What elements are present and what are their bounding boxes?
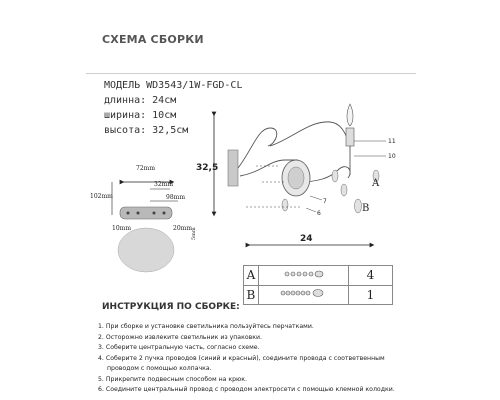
instruction-step: 1. При сборке и установке светильника пользуйтесь перчатками. bbox=[98, 323, 314, 330]
flame-bulb bbox=[347, 104, 353, 126]
instruction-step: 4. Соберите 2 пучка проводов (синий и красный), соедините провода с соответвенным bbox=[98, 354, 385, 362]
screw-hole bbox=[163, 212, 166, 215]
part-letter: A bbox=[244, 266, 259, 286]
dim-20-label: 20mm bbox=[173, 225, 193, 232]
callout-a: A bbox=[372, 178, 380, 189]
page-title: СХЕМА СБОРКИ bbox=[102, 33, 204, 46]
part-image-cell bbox=[258, 266, 348, 286]
instruction-step: 2. Осторожно извлеките светильник из упаковки. bbox=[98, 333, 262, 341]
length-label: длинна: 24см bbox=[104, 95, 177, 106]
parts-table bbox=[243, 265, 393, 305]
callout-6: 6 bbox=[317, 210, 321, 217]
wall-mount-bracket bbox=[228, 150, 238, 186]
leader-6 bbox=[306, 208, 316, 212]
instructions-list bbox=[98, 322, 498, 396]
upper-arm-curl bbox=[238, 128, 277, 168]
top-arm bbox=[270, 122, 350, 146]
callout-11: 11 bbox=[388, 138, 396, 145]
screw-hole bbox=[153, 212, 156, 215]
part-image-cell bbox=[258, 285, 348, 305]
instruction-step: 3. Соберите центральную часть, согласно схеме. bbox=[98, 344, 260, 351]
model-label: МОДЕЛЬ WD3543/1W-FGD-CL bbox=[104, 80, 243, 91]
callout-7: 7 bbox=[323, 198, 327, 205]
part-letter: B bbox=[244, 285, 259, 305]
callout-b: B bbox=[362, 203, 370, 214]
instruction-step: 6. Соедините центральный провод с проводом электросети с помощью клемной колодки. bbox=[98, 386, 395, 393]
mounting-plate-drawing bbox=[90, 165, 197, 272]
callout-10: 10 bbox=[388, 153, 396, 160]
dim-32-label: 32mm bbox=[154, 181, 174, 188]
dim-5-label: 5mm bbox=[191, 227, 197, 240]
crystal-chain-a-icon bbox=[273, 268, 333, 280]
height-dimension-label: 32,5 bbox=[196, 163, 219, 173]
instructions-title: ИНСТРУКЦИЯ ПО СБОРКЕ: bbox=[102, 302, 240, 312]
table-row bbox=[244, 266, 393, 286]
length-dimension-label: 24 bbox=[300, 234, 313, 244]
wall-plate-oval bbox=[118, 228, 174, 272]
instruction-step: 5. Прикрепите подвесным способом на крюк. bbox=[98, 375, 247, 383]
dim-102-label: 102mm bbox=[90, 193, 113, 200]
dim-98-label: 98mm bbox=[166, 194, 186, 201]
part-quantity: 1 bbox=[349, 285, 393, 305]
candle-cup bbox=[346, 128, 354, 146]
part-quantity: 4 bbox=[349, 266, 393, 286]
medallion-gem bbox=[288, 167, 304, 189]
dim-72-label: 72mm bbox=[136, 165, 156, 172]
callout-leaders bbox=[246, 141, 386, 212]
instruction-step-continuation: проводом с помощью колпачка. bbox=[107, 365, 212, 372]
screw-hole bbox=[127, 212, 130, 215]
crystal-chain-b-icon bbox=[273, 287, 333, 299]
screw-hole bbox=[137, 212, 140, 215]
crystal-drop bbox=[341, 184, 347, 196]
width-label: ширина: 10см bbox=[104, 110, 177, 121]
table-row bbox=[244, 285, 393, 305]
crystal-drop bbox=[282, 199, 288, 211]
dim-10-label: 10mm bbox=[112, 225, 132, 232]
height-label: высота: 32,5см bbox=[104, 125, 189, 136]
leader-7 bbox=[310, 196, 322, 200]
crystal-drop bbox=[332, 170, 338, 182]
crystal-drop bbox=[355, 199, 362, 213]
